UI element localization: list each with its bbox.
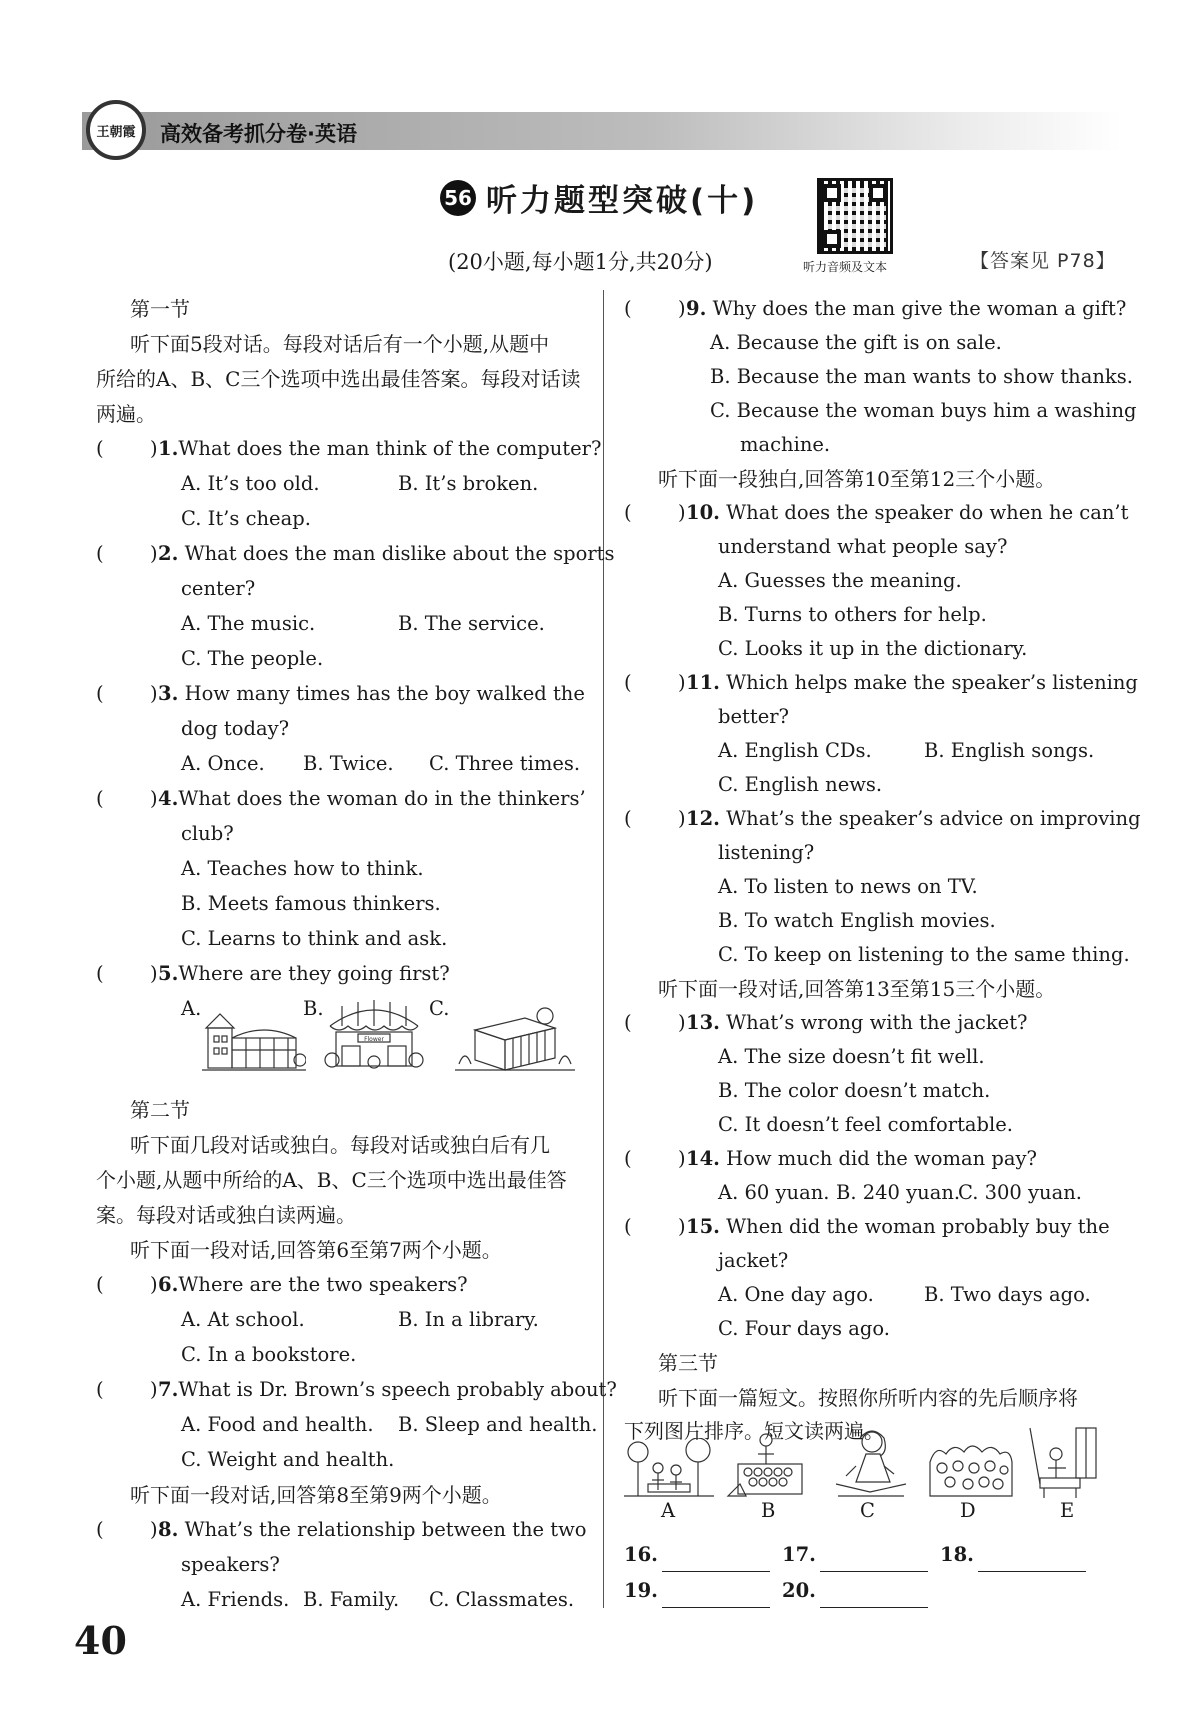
listening-prompt: 听下面一段独白,回答第10至第12三个小题。 — [658, 467, 1056, 491]
question-12 — [686, 802, 1141, 836]
question-number: 2. — [158, 542, 179, 565]
picture-a-people-park — [624, 1438, 714, 1500]
answer-paren-open: ( — [624, 1215, 632, 1238]
option-a: A. Because the gift is on sale. — [710, 331, 1002, 354]
answer-paren-close: ) — [678, 1011, 686, 1034]
option-a: A. Guesses the meaning. — [718, 569, 962, 592]
title-number-badge: 56 — [440, 180, 476, 216]
question-number: 9. — [686, 297, 707, 320]
svg-text:Flower: Flower — [364, 1036, 384, 1043]
option-b: B. — [303, 997, 324, 1020]
question-text: Where are the two speakers? — [178, 1273, 468, 1296]
question-number: 12. — [686, 807, 720, 830]
answer-paren-open: ( — [96, 787, 104, 810]
answer-blank-16[interactable] — [624, 1538, 770, 1572]
answer-paren-close: ) — [678, 1215, 686, 1238]
qr-label: 听力音频及文本 — [803, 260, 888, 274]
logo-text: 王朝霞 — [96, 124, 136, 140]
answer-paren-open: ( — [624, 1147, 632, 1170]
section1-instruction-line: 两遍。 — [96, 402, 156, 426]
answer-paren-open: ( — [96, 962, 104, 985]
question-8 — [158, 1513, 587, 1547]
question-14 — [686, 1142, 1037, 1176]
listening-prompt: 听下面一段对话,回答第8至第9两个小题。 — [130, 1483, 502, 1507]
answer-paren-open: ( — [96, 1378, 104, 1401]
answer-paren-close: ) — [150, 1518, 158, 1541]
option-b: B. It’s broken. — [398, 472, 539, 495]
option-b: B. Meets famous thinkers. — [181, 892, 441, 915]
publisher-logo — [86, 100, 146, 160]
question-13 — [686, 1006, 1028, 1040]
answer-paren-open: ( — [624, 501, 632, 524]
section2-instruction-line: 听下面几段对话或独白。每段对话或独白后有几 — [130, 1133, 550, 1157]
option-a: A. It’s too old. — [181, 472, 320, 495]
picture-c-girl-reading — [826, 1426, 916, 1500]
column-divider — [603, 290, 604, 1608]
option-b: B. The color doesn’t match. — [718, 1079, 991, 1102]
question-text-cont: dog today? — [181, 717, 290, 740]
option-b: B. To watch English movies. — [718, 909, 996, 932]
title-text: 听力题型突破(十) — [486, 183, 759, 219]
picture-label: D — [960, 1499, 976, 1522]
option-c: C. It’s cheap. — [181, 507, 311, 530]
section2-instruction-line: 个小题,从题中所给的A、B、C三个选项中选出最佳答 — [96, 1168, 567, 1192]
answer-paren-open: ( — [96, 1518, 104, 1541]
option-c: C. Weight and health. — [181, 1448, 395, 1471]
question-text-cont: center? — [181, 577, 256, 600]
question-3 — [158, 677, 585, 711]
option-c: C. Four days ago. — [718, 1317, 890, 1340]
section1-heading: 第一节 — [130, 297, 190, 321]
answer-blank-20[interactable] — [782, 1574, 928, 1608]
option-c: C. In a bookstore. — [181, 1343, 357, 1366]
question-number: 14. — [686, 1147, 720, 1170]
question-text: When did the woman probably buy the — [726, 1215, 1110, 1238]
option-b: B. Two days ago. — [924, 1283, 1091, 1306]
answer-paren-close: ) — [150, 682, 158, 705]
question-text: What’s wrong with the jacket? — [726, 1011, 1028, 1034]
answer-paren-open: ( — [96, 437, 104, 460]
option-a: A. English CDs. — [718, 739, 872, 762]
question-11 — [686, 666, 1138, 700]
picture-b-market-stall — [726, 1430, 816, 1500]
blank-line — [662, 1549, 770, 1572]
blank-number: 19. — [624, 1579, 658, 1602]
answer-paren-close: ) — [150, 962, 158, 985]
question-number: 5. — [158, 962, 179, 985]
answer-paren-close: ) — [150, 1378, 158, 1401]
question-text: What’s the speaker’s advice on improving — [726, 807, 1141, 830]
question-number: 3. — [158, 682, 179, 705]
question-text-cont: club? — [181, 822, 234, 845]
question-number: 1. — [158, 437, 179, 460]
question-10 — [686, 496, 1128, 530]
option-c: C. Looks it up in the dictionary. — [718, 637, 1028, 660]
picture-e-person-at-table — [1024, 1424, 1100, 1500]
section3-instruction-line: 听下面一篇短文。按照你所听内容的先后顺序将 — [658, 1386, 1078, 1410]
question-number: 4. — [158, 787, 179, 810]
answer-paren-close: ) — [678, 671, 686, 694]
question-text: What does the speaker do when he can’t — [726, 501, 1129, 524]
option-a: A. — [181, 997, 202, 1020]
blank-number: 16. — [624, 1543, 658, 1566]
question-text-cont: jacket? — [718, 1249, 789, 1272]
option-a: A. One day ago. — [718, 1283, 874, 1306]
answer-paren-open: ( — [96, 542, 104, 565]
option-b: B. Turns to others for help. — [718, 603, 987, 626]
answer-paren-open: ( — [624, 1011, 632, 1034]
question-text-cont: better? — [718, 705, 790, 728]
blank-number: 17. — [782, 1543, 816, 1566]
question-text: What does the woman do in the thinkers’ — [178, 787, 586, 810]
question-4 — [158, 782, 586, 816]
question-text: What does the man think of the computer? — [178, 437, 602, 460]
question-number: 15. — [686, 1215, 720, 1238]
section2-heading: 第二节 — [130, 1098, 190, 1122]
option-c: C. English news. — [718, 773, 883, 796]
option-b: B. Twice. — [303, 752, 394, 775]
option-b: B. Family. — [303, 1588, 400, 1611]
answer-blank-18[interactable] — [940, 1538, 1086, 1572]
answer-paren-open: ( — [624, 297, 632, 320]
blank-line — [978, 1549, 1086, 1572]
section1-instruction-line: 听下面5段对话。每段对话后有一个小题,从题中 — [130, 332, 550, 356]
flower-shop-image — [322, 998, 426, 1074]
section3-instruction-line: 下列图片排序。短文读两遍。 — [624, 1419, 884, 1443]
question-text: How many times has the boy walked the — [184, 682, 585, 705]
question-number: 7. — [158, 1378, 179, 1401]
blank-line — [820, 1549, 928, 1572]
option-b: B. English songs. — [924, 739, 1095, 762]
picture-label: E — [1060, 1499, 1075, 1522]
picture-label: A — [661, 1499, 676, 1522]
listening-prompt: 听下面一段对话,回答第13至第15三个小题。 — [658, 977, 1056, 1001]
question-2 — [158, 537, 615, 571]
question-number: 8. — [158, 1518, 179, 1541]
blank-number: 18. — [940, 1543, 974, 1566]
blank-line — [820, 1585, 928, 1608]
question-text: How much did the woman pay? — [726, 1147, 1037, 1170]
question-6 — [158, 1268, 468, 1302]
answer-paren-close: ) — [678, 297, 686, 320]
option-a: A. At school. — [181, 1308, 305, 1331]
option-b: B. In a library. — [398, 1308, 539, 1331]
answer-paren-close: ) — [678, 1147, 686, 1170]
page-title — [440, 175, 758, 220]
option-c: C. To keep on listening to the same thing. — [718, 943, 1130, 966]
option-c: C. Three times. — [429, 752, 581, 775]
question-number: 6. — [158, 1273, 179, 1296]
answer-paren-open: ( — [624, 807, 632, 830]
blank-number: 20. — [782, 1579, 816, 1602]
option-c-cont: machine. — [740, 433, 831, 456]
book-title: 高效备考抓分卷·英语 — [160, 122, 357, 146]
question-number: 13. — [686, 1011, 720, 1034]
answer-reference: 【答案见 P78】 — [970, 250, 1116, 272]
option-c: C. Because the woman buys him a washing — [710, 399, 1137, 422]
option-a: A. The size doesn’t fit well. — [718, 1045, 985, 1068]
answer-blank-17[interactable] — [782, 1538, 928, 1572]
section1-instruction-line: 所给的A、B、C三个选项中选出最佳答案。每段对话读 — [96, 367, 581, 391]
answer-paren-close: ) — [150, 787, 158, 810]
question-text: Which helps make the speaker’s listening — [726, 671, 1138, 694]
answer-paren-open: ( — [624, 671, 632, 694]
picture-label: B — [761, 1499, 776, 1522]
answer-paren-close: ) — [678, 807, 686, 830]
option-c: C. 300 yuan. — [958, 1181, 1082, 1204]
picture-d-crowd — [926, 1438, 1016, 1500]
option-b: B. Sleep and health. — [398, 1413, 598, 1436]
question-1 — [158, 432, 601, 466]
question-15 — [686, 1210, 1110, 1244]
question-text: What does the man dislike about the sports — [184, 542, 615, 565]
option-c: C. The people. — [181, 647, 324, 670]
answer-paren-close: ) — [150, 542, 158, 565]
option-b: B. 240 yuan. — [836, 1181, 961, 1204]
answer-paren-open: ( — [96, 1273, 104, 1296]
qr-code-icon[interactable] — [817, 178, 893, 254]
option-c: C. It doesn’t feel comfortable. — [718, 1113, 1014, 1136]
section2-instruction-line: 案。每段对话或独白读两遍。 — [96, 1203, 356, 1227]
question-text: Where are they going first? — [178, 962, 450, 985]
option-a: A. Food and health. — [181, 1413, 374, 1436]
answer-paren-close: ) — [150, 437, 158, 460]
question-text: Why does the man give the woman a gift? — [712, 297, 1127, 320]
answer-paren-close: ) — [678, 501, 686, 524]
question-text-cont: understand what people say? — [718, 535, 1008, 558]
option-c: C. Classmates. — [429, 1588, 575, 1611]
question-7 — [158, 1373, 617, 1407]
option-a: A. The music. — [181, 612, 316, 635]
picture-label: C — [860, 1499, 875, 1522]
option-b: B. Because the man wants to show thanks. — [710, 365, 1133, 388]
question-5 — [158, 957, 450, 991]
page-number: 40 — [74, 1618, 127, 1663]
question-text-cont: speakers? — [181, 1553, 280, 1576]
question-9 — [686, 292, 1126, 326]
option-b: B. The service. — [398, 612, 545, 635]
question-text-cont: listening? — [718, 841, 815, 864]
option-c: C. Learns to think and ask. — [181, 927, 448, 950]
option-a: A. Teaches how to think. — [181, 857, 424, 880]
listening-prompt: 听下面一段对话,回答第6至第7两个小题。 — [130, 1238, 502, 1262]
answer-blank-19[interactable] — [624, 1574, 770, 1608]
question-text: What is Dr. Brown’s speech probably about? — [178, 1378, 617, 1401]
option-c: C. — [429, 997, 450, 1020]
question-number: 10. — [686, 501, 720, 524]
option-a: A. Friends. — [181, 1588, 290, 1611]
library-building-image — [455, 1004, 575, 1074]
answer-paren-close: ) — [150, 1273, 158, 1296]
score-info: (20小题,每小题1分,共20分) — [448, 250, 713, 274]
option-a: A. 60 yuan. — [718, 1181, 830, 1204]
option-a: A. To listen to news on TV. — [718, 875, 978, 898]
school-building-image — [202, 1008, 306, 1074]
section3-heading: 第三节 — [658, 1351, 718, 1375]
question-number: 11. — [686, 671, 720, 694]
option-a: A. Once. — [181, 752, 265, 775]
question-text: What’s the relationship between the two — [184, 1518, 587, 1541]
blank-line — [662, 1585, 770, 1608]
answer-paren-open: ( — [96, 682, 104, 705]
